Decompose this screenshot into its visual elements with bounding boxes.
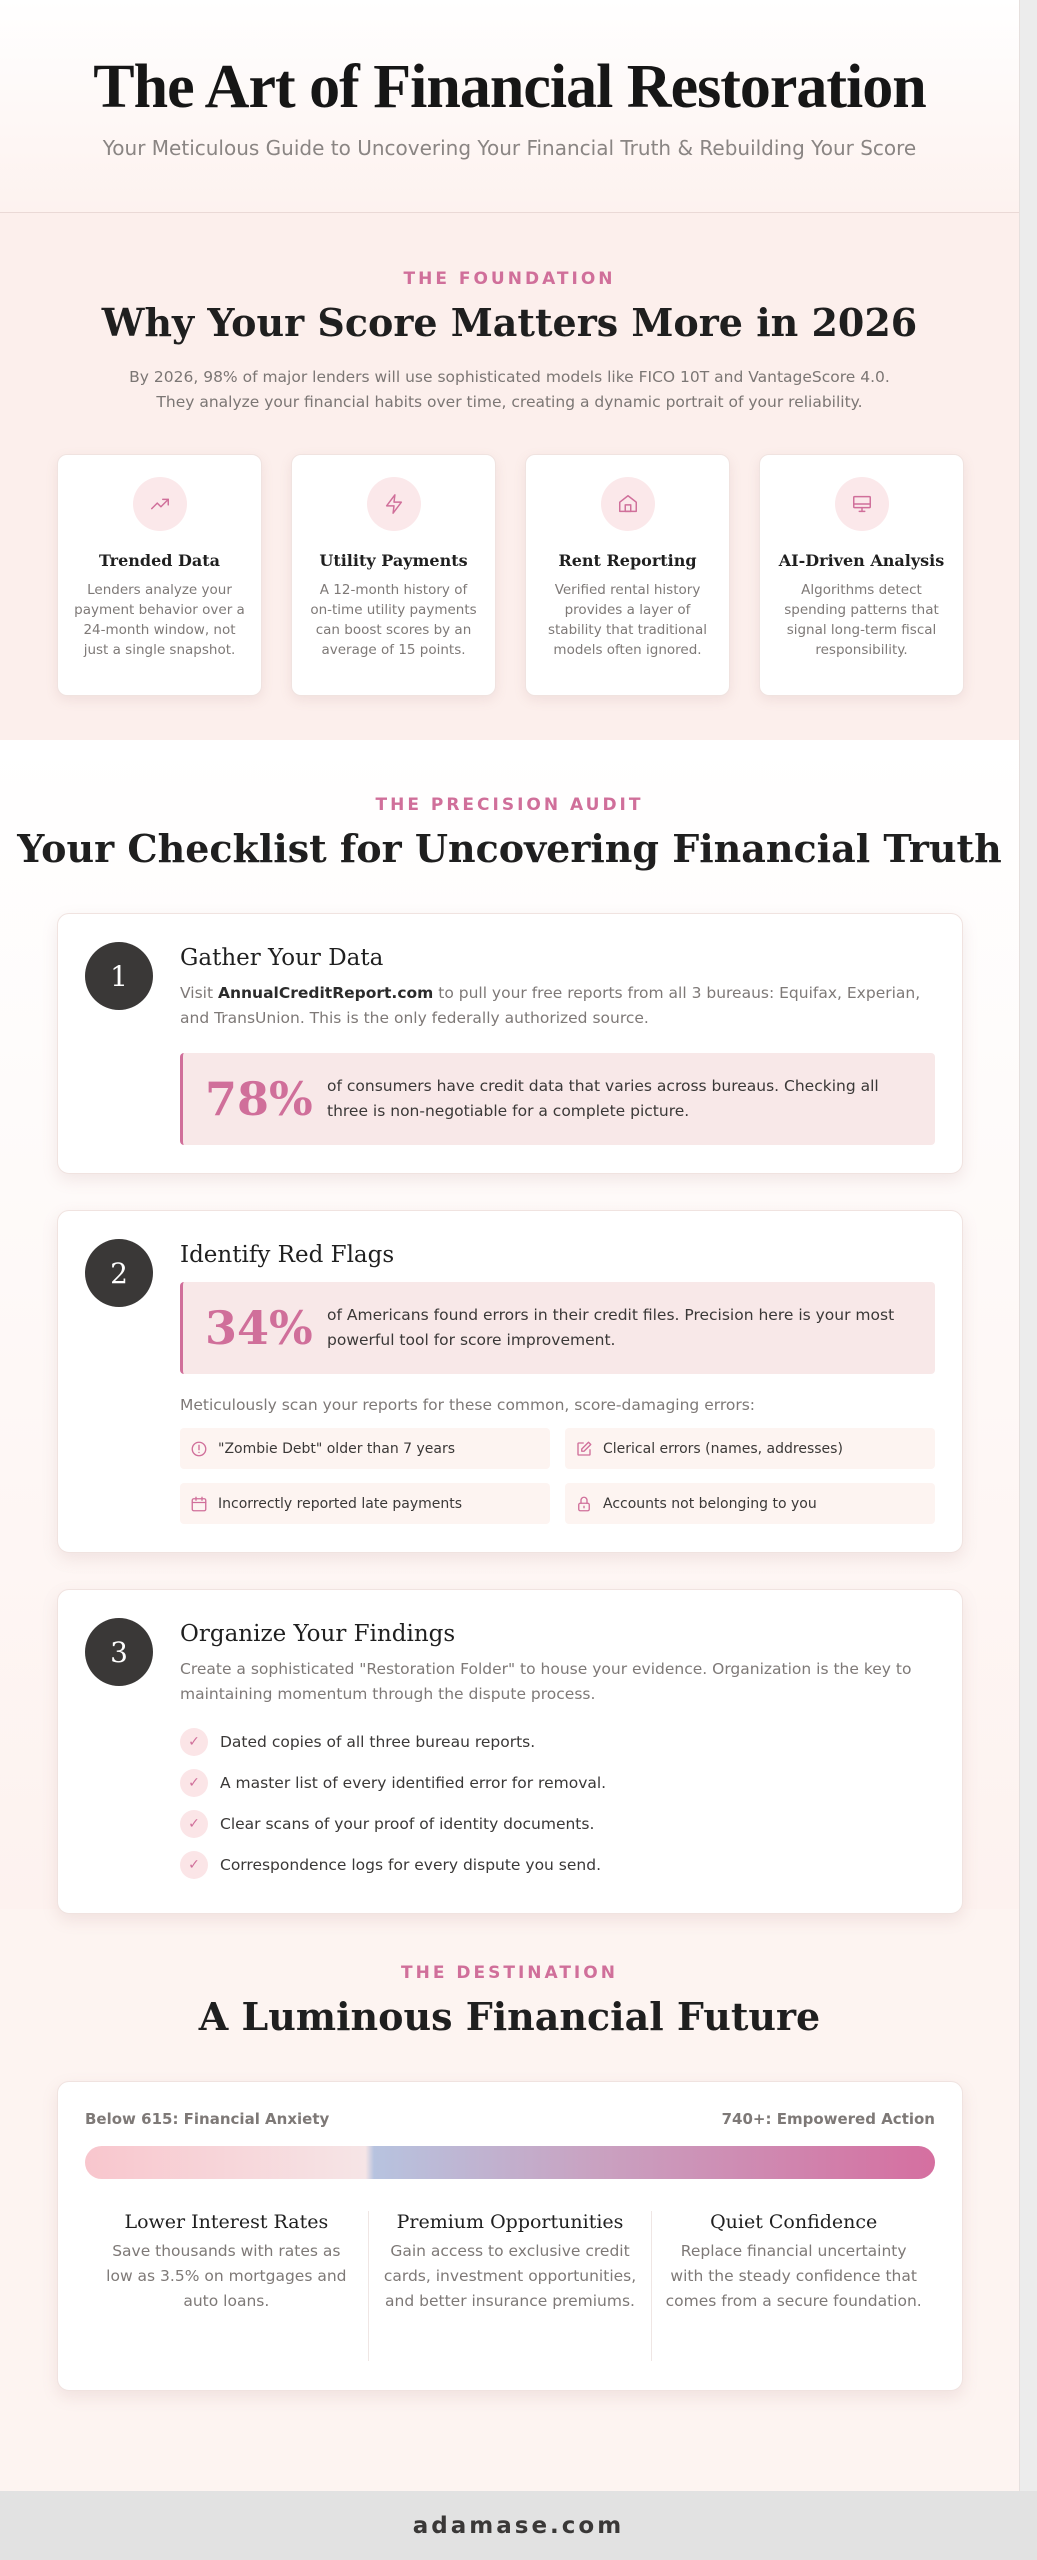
lightning-icon xyxy=(367,477,421,531)
destination-eyebrow: THE DESTINATION xyxy=(401,1963,618,1983)
step-number: 1 xyxy=(85,942,153,1010)
benefit-premium-opportunities xyxy=(368,2211,652,2361)
benefit-text: Gain access to exclusive credit cards, investment opportunities, and better insurance premiums. xyxy=(383,2242,637,2310)
benefit-lower-rates xyxy=(85,2211,368,2361)
home-icon xyxy=(601,477,655,531)
step-title: Identify Red Flags xyxy=(180,1242,395,1268)
destination-title: A Luminous Financial Future xyxy=(198,1994,821,2039)
step-title: Organize Your Findings xyxy=(180,1621,456,1647)
audit-title: Your Checklist for Uncovering Financial Truth xyxy=(17,826,1002,871)
check-icon: ✓ xyxy=(180,1851,208,1879)
checklist-item-text: A master list of every identified error for removal. xyxy=(220,1773,607,1792)
benefit-title: Quiet Confidence xyxy=(710,2211,878,2233)
page-title: The Art of Financial Restoration xyxy=(93,53,926,121)
footer-domain-link[interactable]: adamase.com xyxy=(412,2512,625,2539)
foundation-section xyxy=(0,213,1019,740)
feature-card-rent-reporting xyxy=(525,454,730,696)
checklist-item xyxy=(180,1803,935,1844)
benefit-text: Save thousands with rates as low as 3.5% on mortgages and auto loans. xyxy=(106,2242,347,2310)
step-description-text: Visit xyxy=(180,984,218,1002)
scan-instruction: Meticulously scan your reports for these common, score-damaging errors: xyxy=(180,1396,756,1414)
stat-value: 34% xyxy=(205,1301,313,1355)
feature-card-title: Utility Payments xyxy=(319,551,468,570)
feature-cards xyxy=(57,454,1019,696)
step-description-text: to pull your free reports from all 3 bureaus: Equifax, Experian, and TransUnion. This is the only federally authorized source. xyxy=(180,984,921,1027)
step-number: 3 xyxy=(85,1618,153,1686)
benefit-title: Lower Interest Rates xyxy=(124,2211,329,2233)
stat-text: of consumers have credit data that varies across bureaus. Checking all three is non-negotiable for a complete picture. xyxy=(327,1077,879,1120)
stat-value: 78% xyxy=(205,1072,313,1126)
feature-card-trended-data xyxy=(57,454,262,696)
red-flag-item xyxy=(565,1483,935,1524)
score-scale-card xyxy=(57,2081,963,2391)
benefit-columns xyxy=(85,2211,935,2361)
stat-callout xyxy=(180,1053,935,1145)
check-icon: ✓ xyxy=(180,1728,208,1756)
red-flag-text: Clerical errors (names, addresses) xyxy=(603,1440,843,1457)
feature-card-text: A 12-month history of on-time utility payments can boost scores by an average of 15 points. xyxy=(310,582,477,658)
feature-card-title: Rent Reporting xyxy=(558,551,697,570)
red-flag-item xyxy=(180,1428,550,1469)
audit-eyebrow: THE PRECISION AUDIT xyxy=(375,795,644,815)
alert-circle-icon xyxy=(190,1440,208,1458)
checklist-item-text: Clear scans of your proof of identity documents. xyxy=(220,1814,595,1833)
step-description xyxy=(180,981,935,1031)
checklist-steps xyxy=(0,913,1019,1914)
scale-low-label: Below 615: Financial Anxiety xyxy=(85,2110,330,2128)
calendar-icon xyxy=(190,1495,208,1513)
feature-card-text: Verified rental history provides a layer of stability that traditional models often ignored. xyxy=(547,582,708,658)
feature-card-utility-payments xyxy=(291,454,496,696)
foundation-title: Why Your Score Matters More in 2026 xyxy=(101,300,918,345)
stat-text: of Americans found errors in their credit files. Precision here is your most powerful tool for score improvement. xyxy=(327,1306,895,1349)
edit-icon xyxy=(575,1440,593,1458)
checklist-item xyxy=(180,1762,935,1803)
step-organize-findings xyxy=(57,1589,963,1914)
score-gradient-bar xyxy=(85,2146,935,2179)
check-icon: ✓ xyxy=(180,1810,208,1838)
checklist-item-text: Dated copies of all three bureau reports. xyxy=(220,1732,536,1751)
feature-card-text: Lenders analyze your payment behavior over a 24-month window, not just a single snapshot. xyxy=(74,582,245,658)
feature-card-title: Trended Data xyxy=(98,551,221,570)
step-description: Create a sophisticated "Restoration Folder" to house your evidence. Organization is the key to maintaining momentum through the dispute process. xyxy=(180,1660,912,1703)
hero xyxy=(0,0,1019,213)
annualcreditreport-link[interactable]: AnnualCreditReport.com xyxy=(217,984,434,1002)
feature-card-ai-analysis xyxy=(759,454,964,696)
checklist-item xyxy=(180,1721,935,1762)
red-flag-text: "Zombie Debt" older than 7 years xyxy=(218,1440,456,1457)
foundation-lede: By 2026, 98% of major lenders will use sophisticated models like FICO 10T and VantageScore 4.0. They analyze your financial habits over time, creating a dynamic portrait of your reliability. xyxy=(129,368,890,411)
red-flag-text: Incorrectly reported late payments xyxy=(218,1495,463,1512)
destination-section xyxy=(0,1909,1019,2491)
red-flag-text: Accounts not belonging to you xyxy=(603,1495,817,1512)
score-scale-labels xyxy=(85,2110,935,2128)
benefit-title: Premium Opportunities xyxy=(396,2211,624,2233)
checklist xyxy=(180,1721,935,1885)
benefit-text: Replace financial uncertainty with the steady confidence that comes from a secure foundation. xyxy=(665,2242,922,2310)
step-title: Gather Your Data xyxy=(180,945,384,971)
check-icon: ✓ xyxy=(180,1769,208,1797)
step-gather-data xyxy=(57,913,963,1174)
red-flag-list xyxy=(180,1428,935,1524)
monitor-icon xyxy=(835,477,889,531)
trending-up-icon xyxy=(133,477,187,531)
red-flag-item xyxy=(565,1428,935,1469)
feature-card-title: AI-Driven Analysis xyxy=(778,551,945,570)
red-flag-item xyxy=(180,1483,550,1524)
foundation-eyebrow: THE FOUNDATION xyxy=(403,269,616,289)
scale-high-label: 740+: Empowered Action xyxy=(721,2110,935,2128)
lock-icon xyxy=(575,1495,593,1513)
step-number: 2 xyxy=(85,1239,153,1307)
footer xyxy=(0,2491,1037,2560)
feature-card-text: Algorithms detect spending patterns that signal long-term fiscal responsibility. xyxy=(784,582,939,658)
page-subtitle: Your Meticulous Guide to Uncovering Your Financial Truth & Rebuilding Your Score xyxy=(102,136,917,160)
audit-section xyxy=(0,740,1019,1909)
step-identify-red-flags xyxy=(57,1210,963,1553)
checklist-item xyxy=(180,1844,935,1885)
checklist-item-text: Correspondence logs for every dispute you send. xyxy=(220,1855,601,1874)
benefit-quiet-confidence xyxy=(651,2211,935,2361)
stat-callout xyxy=(180,1282,935,1374)
